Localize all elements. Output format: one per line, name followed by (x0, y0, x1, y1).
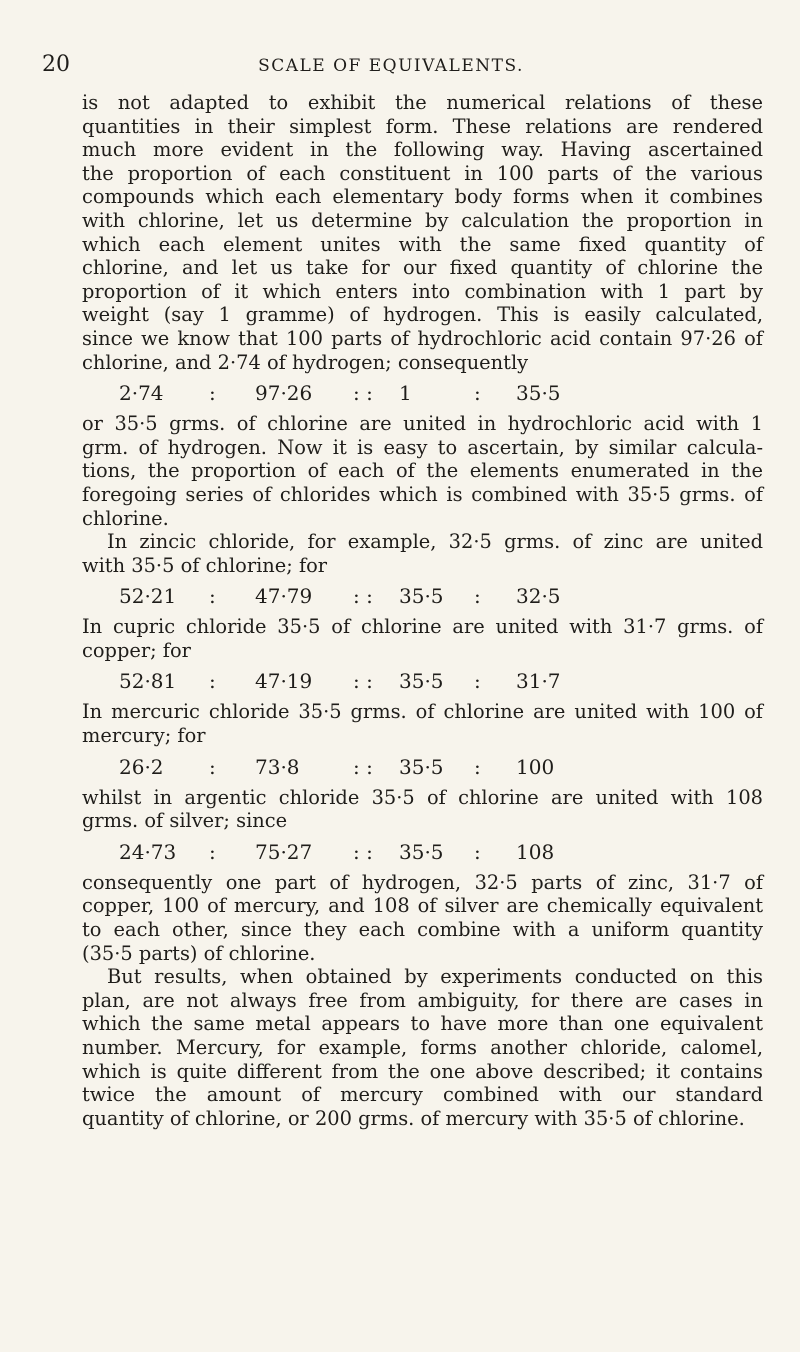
proportion-zinc (82, 577, 763, 615)
text-line: grm. of hydrogen. Now it is easy to ascertain, by similar calcula- (82, 435, 763, 459)
text-line: copper; for (82, 638, 191, 662)
text-line: But results, when obtained by experiments conducted on this (107, 965, 763, 989)
text-line: consequently one part of hydrogen, 32·5 parts of zinc, 31·7 of (82, 870, 763, 894)
proportion-sign: : : (353, 381, 373, 406)
text-line: In zincic chloride, for example, 32·5 grms. of zinc are united (107, 530, 763, 554)
text-line: twice the amount of mercury combined with our standard (82, 1083, 763, 1107)
text-line: copper, 100 of mercury, and 108 of silver are chemically equivalent (82, 894, 763, 918)
proportion-term: 35·5 (399, 584, 444, 609)
body-text (82, 91, 763, 1130)
text-line: chlorine, and 2·74 of hydrogen; consequently (82, 350, 529, 374)
text-line: or 35·5 grms. of chlorine are united in hydrochloric acid with 1 (82, 412, 763, 436)
text-line: In mercuric chloride 35·5 grms. of chlorine are united with 100 of (82, 700, 763, 724)
text-line: quantity of chlorine, or 200 grms. of mercury with 35·5 of chlorine. (82, 1106, 745, 1130)
proportion-term: 35·5 (399, 754, 444, 779)
text-line: proportion of it which enters into combination with 1 part by (82, 279, 763, 303)
text-line: which each element unites with the same fixed quantity of (82, 232, 763, 256)
ratio-sign: : (209, 584, 216, 609)
proportion-term: 2·74 (119, 381, 164, 406)
ratio-sign: : (474, 584, 481, 609)
text-line: tions, the proportion of each of the elements enumerated in the (82, 459, 763, 483)
proportion-term: 47·19 (255, 669, 313, 694)
text-line: since we know that 100 parts of hydrochloric acid contain 97·26 of (82, 326, 763, 350)
text-line: plan, are not always free from ambiguity, for there are cases in (82, 988, 763, 1012)
proportion-silver (82, 833, 763, 871)
ratio-sign: : (474, 754, 481, 779)
text-line: with chlorine, let us determine by calculation the proportion in (82, 208, 763, 232)
text-line: which the same metal appears to have more than one equivalent (82, 1012, 763, 1036)
proportion-term: 26·2 (119, 754, 164, 779)
text-line: quantities in their simplest form. These relations are rendered (82, 114, 763, 138)
text-line: to each other, since they each combine with a uniform quantity (82, 918, 763, 942)
ratio-sign: : (209, 381, 216, 406)
proportion-sign: : : (353, 754, 373, 779)
proportion-term: 35·5 (399, 839, 444, 864)
proportion-term: 52·21 (119, 584, 177, 609)
ratio-sign: : (209, 839, 216, 864)
page-header (42, 52, 740, 82)
text-line: is not adapted to exhibit the numerical relations of these (82, 91, 763, 114)
text-line: much more evident in the following way. Having ascertained (82, 138, 763, 162)
ratio-sign: : (209, 754, 216, 779)
text-line: weight (say 1 gramme) of hydrogen. This is easily calculated, (82, 303, 763, 327)
text-line: foregoing series of chlorides which is combined with 35·5 grms. of (82, 482, 763, 506)
proportion-sign: : : (353, 669, 373, 694)
proportion-hydrogen (82, 374, 763, 412)
proportion-term: 73·8 (255, 754, 300, 779)
running-title: SCALE OF EQUIVALENTS. (258, 56, 524, 76)
proportion-term: 100 (516, 754, 555, 779)
text-line: grms. of silver; since (82, 809, 288, 833)
ratio-sign: : (474, 381, 481, 406)
text-line: compounds which each elementary body forms when it combines (82, 185, 763, 209)
ratio-sign: : (209, 669, 216, 694)
proportion-term: 52·81 (119, 669, 177, 694)
proportion-term: 108 (516, 839, 555, 864)
text-line: mercury; for (82, 724, 206, 748)
proportion-term: 24·73 (119, 839, 177, 864)
proportion-term: 47·79 (255, 584, 313, 609)
text-line: chlorine, and let us take for our fixed quantity of chlorine the (82, 256, 763, 280)
text-line: with 35·5 of chlorine; for (82, 553, 328, 577)
proportion-term: 31·7 (516, 669, 561, 694)
proportion-copper (82, 662, 763, 700)
ratio-sign: : (474, 669, 481, 694)
text-line: number. Mercury, for example, forms another chloride, calomel, (82, 1036, 763, 1059)
proportion-term: 35·5 (516, 381, 561, 406)
page-number: 20 (42, 52, 70, 77)
text-line: which is quite different from the one above described; it contains (82, 1059, 763, 1083)
text-line: whilst in argentic chloride 35·5 of chlorine are united with 108 (82, 785, 763, 809)
text-line: In cupric chloride 35·5 of chlorine are united with 31·7 grms. of (82, 615, 763, 639)
text-line: the proportion of each constituent in 100 parts of the various (82, 161, 763, 185)
text-line: chlorine. (82, 506, 169, 530)
text-line: (35·5 parts) of chlorine. (82, 941, 316, 965)
proportion-mercury (82, 748, 763, 786)
proportion-term: 1 (399, 381, 412, 406)
proportion-term: 97·26 (255, 381, 313, 406)
proportion-sign: : : (353, 839, 373, 864)
proportion-term: 35·5 (399, 669, 444, 694)
proportion-sign: : : (353, 584, 373, 609)
proportion-term: 32·5 (516, 584, 561, 609)
ratio-sign: : (474, 839, 481, 864)
proportion-term: 75·27 (255, 839, 313, 864)
